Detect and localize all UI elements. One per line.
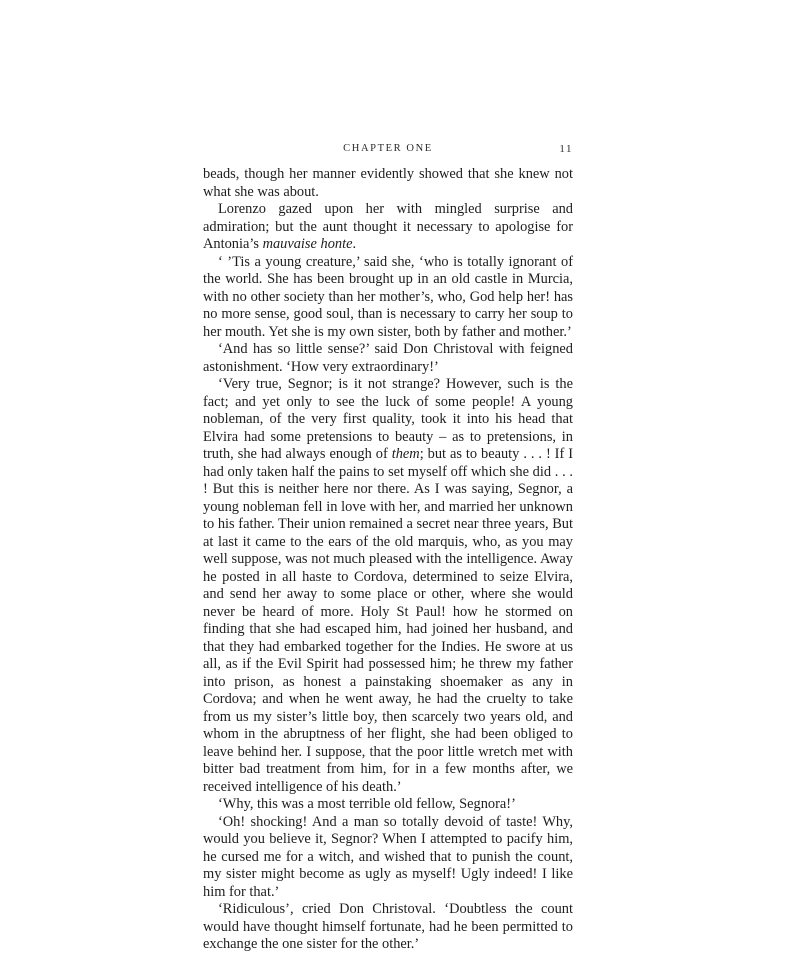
running-head [203, 143, 573, 161]
paragraph-5-rest: ; but as to beauty . . . ! If I had only taken half the pains to set myself off which she did . . . ! But this is neither here nor there. As I was saying, Segnor, a young nobleman fell in love with her, and married her unknown to his father. Their union remained a secret near three years, But at last it came to the ears of the old marquis, who, as you may well suppose, was not much pleased with the intelligence. Away he posted in all haste to Cordova, determined to seize Elvira, and send her away to some place or other, where she would never be heard of more. Holy St Paul! how he stormed on finding that she had escaped him, had joined her husband, and that they had embarked together for the Indies. He swore at us all, as if the Evil Spirit had possessed him; he threw my father into prison, as honest a painstaking shoemaker as any in Cordova; and when he went away, he had the cruelty to take from us my sister’s little boy, then scarcely two years old, and whom in the abruptness of her flight, she had been obliged to leave behind her. I suppose, that the poor little wretch met with bitter bad treatment from him, for in a few months after, we received intelligence of his death.’ [203, 446, 573, 795]
paragraph-5 [203, 376, 573, 796]
paragraph-6: ‘Why, this was a most terrible old fellow, Segnora!’ [218, 796, 516, 812]
paragraph-8: ‘Ridiculous’, cried Don Christoval. ‘Doubtless the count would have thought himself fortunate, had he been permitted to exchange the one sister for the other.’ [203, 901, 573, 952]
paragraph-5-text: ‘Very true, Segnor; is it not strange? However, such is the fact; and yet only to see the luck of some people! A young nobleman, of the very first quality, took it into his head that Elvira had some pretensions to beauty – as to pretensions, in truth, she had always enough of [203, 376, 573, 462]
paragraph-1: beads, though her manner evidently showed that she knew not what she was about. [203, 166, 573, 200]
paragraph-2-end: . [352, 236, 357, 252]
italic-phrase: mauvaise honte [262, 236, 353, 252]
paragraph-7: ‘Oh! shocking! And a man so totally devoid of taste! Why, would you believe it, Segnor? When I attempted to pacify him, he cursed me for a witch, and wished that to punish the count, my sister might become as ugly as myself! Ugly indeed! I like him for that.’ [203, 813, 573, 900]
chapter-title: CHAPTER ONE [343, 143, 433, 154]
italic-word: them [391, 446, 420, 462]
paragraph-4: ‘And has so little sense?’ said Don Christoval with feigned astonishment. ‘How very extraordinary!’ [203, 341, 573, 375]
page-number: 11 [559, 143, 573, 155]
paragraph-3: ‘ ’Tis a young creature,’ said she, ‘who is totally ignorant of the world. She has been brought up in an old castle in Murcia, with no other society than her mother’s, who, God help her! has no more sense, good soul, than is necessary to carry her soup to her mouth. Yet she is my own sister, both by father and mother.’ [203, 253, 573, 340]
body-text [203, 166, 573, 954]
paragraph-2 [203, 201, 573, 254]
paragraph-2-text: Lorenzo gazed upon her with mingled surprise and admiration; but the aunt thought it necessary to apologise for Antonia’s [203, 201, 573, 252]
